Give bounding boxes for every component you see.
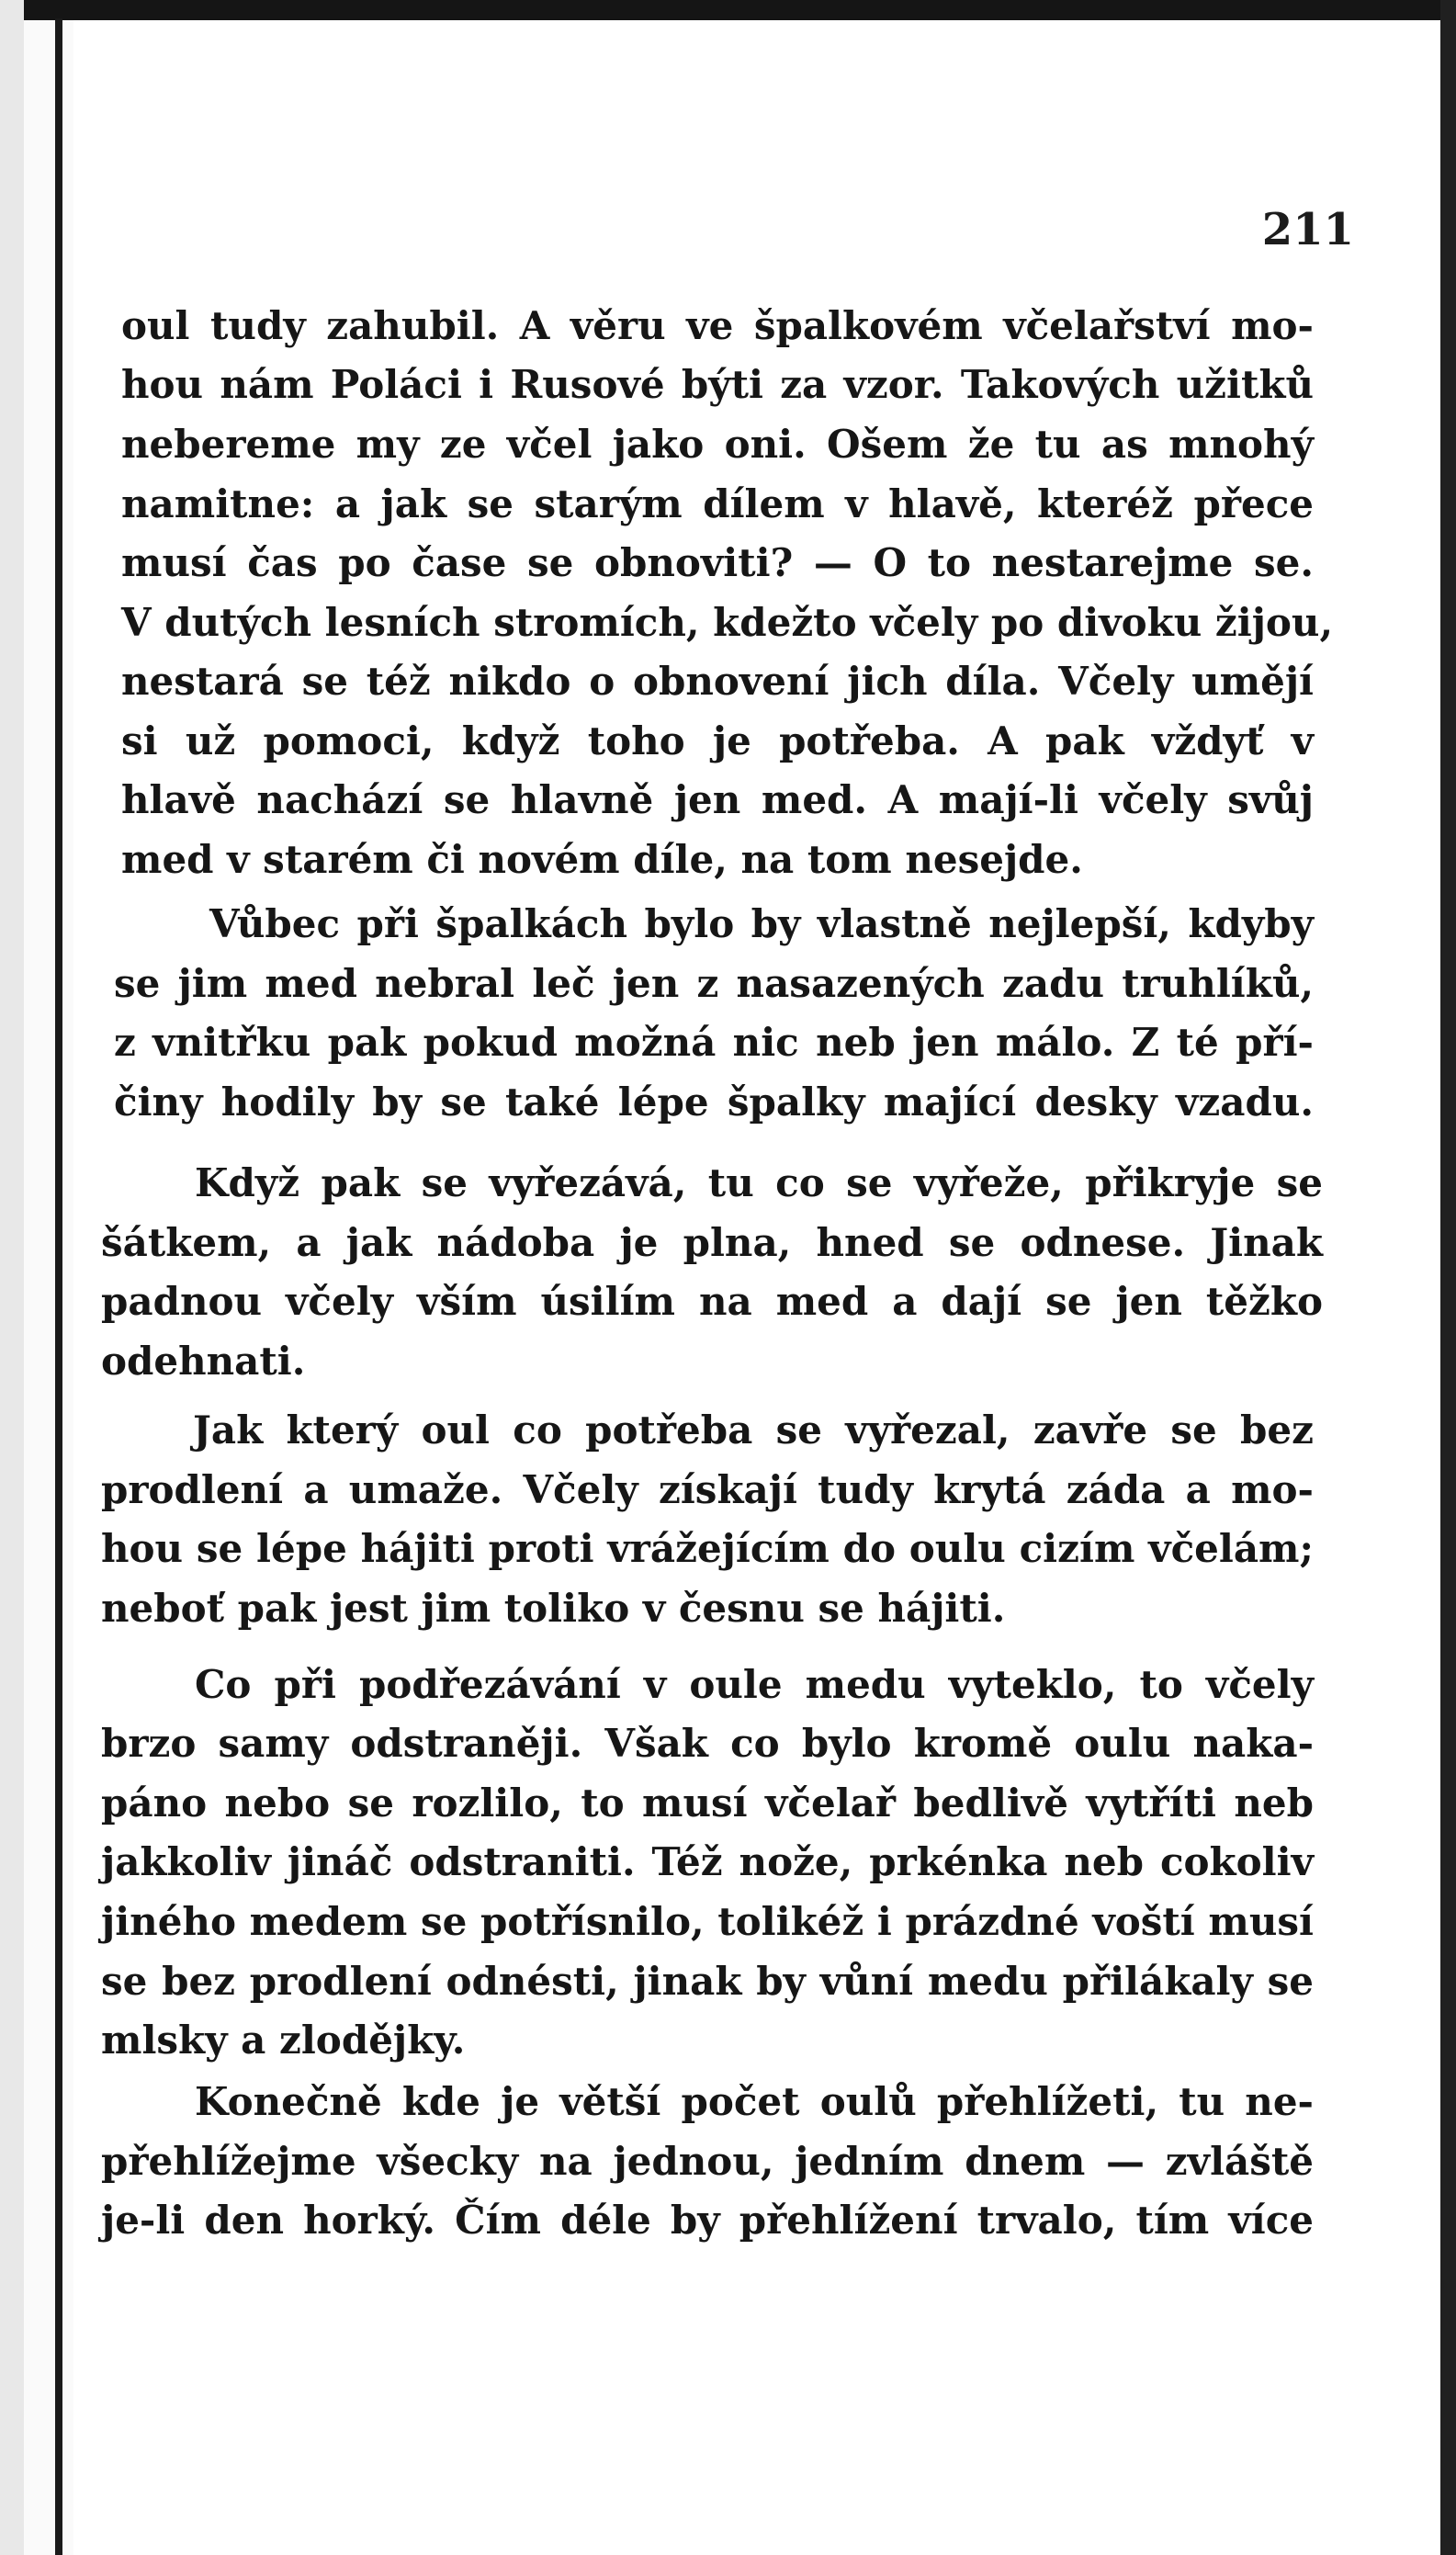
text-line: činy hodily by se také lépe špalky mající desky vzadu.	[114, 1080, 1314, 1125]
scan-right-edge	[1440, 0, 1456, 2555]
text-line: brzo samy odstraněji. Však co bylo kromě oulu naka-	[101, 1721, 1314, 1766]
text-line: hou nám Poláci i Rusové býti za vzor. Takových užitků	[121, 362, 1314, 407]
text-line: neboť pak jest jim toliko v česnu se hájiti.	[101, 1586, 1006, 1631]
text-line: si už pomoci, když toho je potřeba. A pak vždyť v	[121, 718, 1314, 763]
text-line: namitne: a jak se starým dílem v hlavě, kteréž přece	[121, 481, 1314, 526]
text-line: Když pak se vyřezává, tu co se vyřeže, přikryje se	[195, 1160, 1323, 1205]
text-line: odehnati.	[101, 1339, 306, 1384]
text-line: jiného medem se potřísnilo, tolikéž i prázdné voští musí	[101, 1899, 1314, 1944]
binding-edge	[55, 18, 62, 2555]
text-line: přehlížejme všecky na jednou, jedním dnem — zvláště	[101, 2139, 1314, 2184]
text-line: je-li den horký. Čím déle by přehlížení trvalo, tím více	[101, 2198, 1314, 2243]
text-line: se bez prodlení odnésti, jinak by vůní medu přilákaly se	[101, 1959, 1314, 2004]
text-line: Vůbec při špalkách bylo by vlastně nejlepší, kdyby	[209, 901, 1314, 946]
text-line: prodlení a umaže. Včely získají tudy krytá záda a mo-	[101, 1467, 1314, 1512]
page-number: 211	[1261, 204, 1354, 255]
text-line: Jak který oul co potřeba se vyřezal, zavře se bez	[193, 1408, 1314, 1453]
text-line: jakkoliv jináč odstraniti. Též nože, prkénka neb cokoliv	[101, 1839, 1314, 1884]
text-line: padnou včely vším úsilím na med a dají se jen těžko	[101, 1279, 1323, 1324]
text-line: musí čas po čase se obnoviti? — O to nestarejme se.	[121, 540, 1314, 585]
text-line: oul tudy zahubil. A věru ve špalkovém včelařství mo-	[121, 303, 1314, 348]
text-line: V dutých lesních stromích, kdežto včely po divoku žijou,	[121, 600, 1334, 645]
text-line: z vnitřku pak pokud možná nic neb jen málo. Z té pří-	[114, 1020, 1314, 1065]
text-line: šátkem, a jak nádoba je plna, hned se odnese. Jinak	[101, 1220, 1323, 1265]
text-line: med v starém či novém díle, na tom nesejde.	[121, 837, 1083, 882]
scan-left-margin	[0, 0, 24, 2555]
book-page	[73, 20, 1440, 2555]
text-line: mlsky a zlodějky.	[101, 2018, 466, 2063]
text-line: nestará se též nikdo o obnovení jich díla. Včely umějí	[121, 659, 1314, 704]
text-line: se jim med nebral leč jen z nasazených zadu truhlíků,	[114, 961, 1314, 1006]
text-line: hou se lépe hájiti proti vrážejícím do oulu cizím včelám;	[101, 1526, 1314, 1571]
text-line: hlavě nachází se hlavně jen med. A mají-li včely svůj	[121, 777, 1314, 822]
text-line: Co při podřezávání v oule medu vyteklo, to včely	[195, 1662, 1314, 1707]
text-line: nebereme my ze včel jako oni. Ošem že tu as mnohý	[121, 422, 1314, 467]
scan-top-edge	[0, 0, 1456, 20]
text-line: Konečně kde je větší počet oulů přehlížeti, tu ne-	[195, 2079, 1314, 2124]
text-line: páno nebo se rozlilo, to musí včelař bedlivě vytříti neb	[101, 1781, 1314, 1826]
